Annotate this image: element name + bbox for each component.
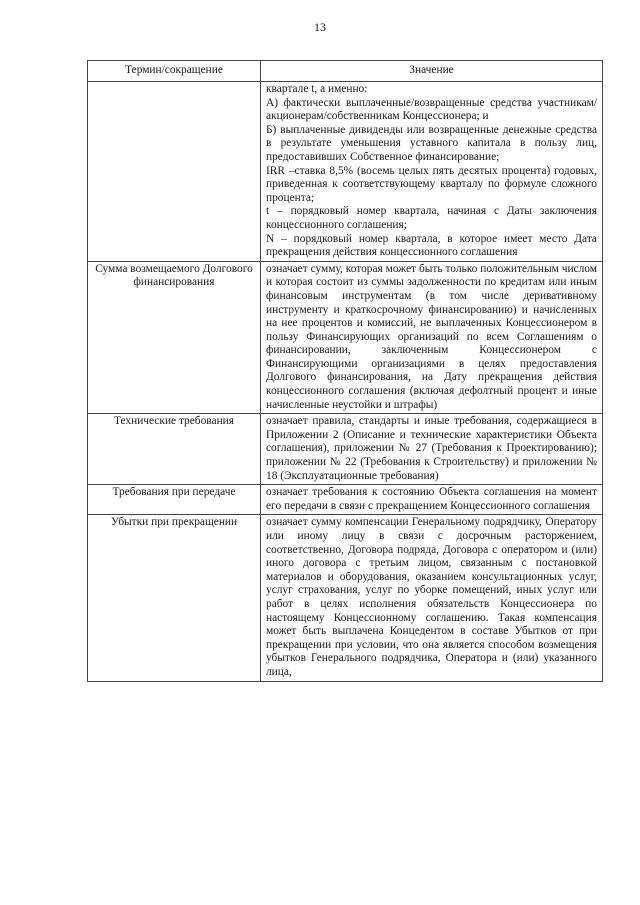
meaning-paragraph: IRR –ставка 8,5% (восемь целых пять десятых процента) годовых, приведенная к соответствующему кварталу по формуле сложного процента;	[266, 164, 597, 204]
meaning-paragraph: квартале t, а именно:	[266, 83, 368, 95]
meaning-paragraph: N – порядковый номер квартала, в которое имеет место Дата прекращения действия концессионного соглашения	[266, 232, 597, 259]
term-cell	[88, 82, 261, 262]
column-header-meaning: Значение	[261, 61, 603, 82]
table-header-row	[88, 61, 603, 82]
meaning-paragraph: Б) выплаченные дивиденды или возвращенные денежные средства в результате уменьшения уставного капитала в пользу лиц, предоставивших Собственное финансирование;	[266, 123, 597, 163]
meaning-paragraph: означает сумму компенсации Генеральному подрядчику, Оператору или иному лицу в связи с досрочным расторжением, соответственно, Договора подряда, Договора с оператором и (или) иного договора с третьим лицом, связанным с постановкой материалов и оборудования, оказанием консультационных услуг, услуг страхования, услуг по уборке помещений, иных услуг или работ в целях исполнения обязательств Концессионера по настоящему Концессионному соглашению. Такая компенсация может быть выплачена Концедентом в составе Убытков от при прекращении при условии, что она является способом возмещения убытков Генерального подрядчика, Оператора и (или) указанного лица,	[266, 516, 597, 678]
meaning-cell	[261, 515, 603, 681]
definitions-table	[87, 60, 603, 682]
table-row	[88, 515, 603, 681]
term-cell: Сумма возмещаемого Долгового финансирования	[88, 261, 261, 414]
term-cell: Убытки при прекращении	[88, 515, 261, 681]
meaning-cell	[261, 261, 603, 414]
meaning-paragraph: означает требования к состоянию Объекта соглашения на момент его передачи в связи с прекращением Концессионного соглашения	[266, 486, 597, 512]
table-row	[88, 485, 603, 515]
table-row	[88, 82, 603, 262]
table-row	[88, 261, 603, 414]
meaning-paragraph: t – порядковый номер квартала, начиная с Даты заключения концессионного соглашения;	[266, 205, 597, 231]
meaning-cell	[261, 485, 603, 515]
column-header-term: Термин/сокращение	[88, 61, 261, 82]
meaning-cell	[261, 414, 603, 485]
meaning-paragraph: означает сумму, которая может быть только положительным числом и которая состоит из суммы задолженности по кредитам или иным финансовым инструментам (в том числе деривативному инструменту и краткосрочному финансированию) и начисленных на нее процентов и комиссий, не выплаченных Концессионером в пользу Финансирующих организаций по всем Соглашениям о финансировании, заключенным Концессионером с Финансирующими организациями в целях предоставления Долгового финансирования, на Дату прекращения действия концессионного соглашения (включая дефолтный процент и иные начисленные неустойки и штрафы)	[266, 262, 597, 411]
term-cell: Требования при передаче	[88, 485, 261, 515]
meaning-paragraph: А) фактически выплаченные/возвращенные средства участникам/акционерам/собственникам Концессионера; и	[266, 96, 597, 123]
page-number: 13	[314, 20, 326, 34]
term-cell: Технические требования	[88, 414, 261, 485]
meaning-paragraph: означает правила, стандарты и иные требования, содержащиеся в Приложении 2 (Описание и технические характеристики Объекта соглашения), приложении № 27 (Требования к Проектированию); приложении № 22 (Требования к Строительству) и приложении № 18 (Эксплуатационные требования)	[266, 415, 597, 482]
table-row	[88, 414, 603, 485]
meaning-cell	[261, 82, 603, 262]
